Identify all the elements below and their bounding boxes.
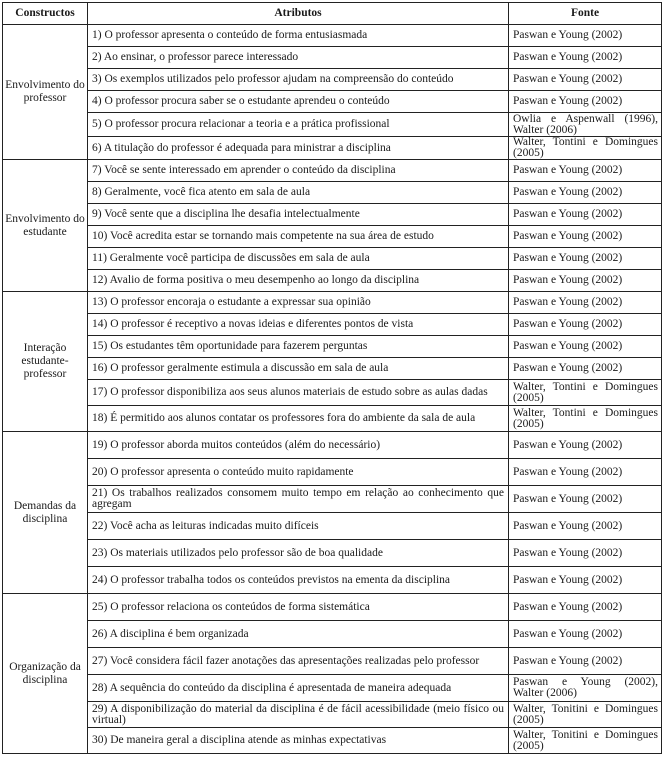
attribute-cell: 21) Os trabalhos realizados consomem muito tempo em relação ao conhecimento que agregam [88,486,509,513]
source-cell: Paswan e Young (2002) [509,358,662,380]
table-row [3,160,662,182]
source-cell: Paswan e Young (2002) [509,513,662,540]
attribute-cell: 17) O professor disponibiliza aos seus alunos materiais de estudo sobre as aulas dadas [88,380,509,406]
source-cell: Paswan e Young (2002) [509,567,662,594]
source-cell: Paswan e Young (2002) [509,459,662,486]
table-row [3,137,662,160]
source-cell: Paswan e Young (2002) [509,69,662,91]
construct-cell: Demandas da disciplina [3,432,88,594]
attribute-cell: 28) A sequência do conteúdo da disciplina é apresentada de maneira adequada [88,675,509,702]
table-row [3,513,662,540]
attribute-cell: 16) O professor geralmente estimula a discussão em sala de aula [88,358,509,380]
construct-cell: Organização da disciplina [3,594,88,754]
source-cell: Paswan e Young (2002) [509,648,662,675]
source-cell: Paswan e Young (2002) [509,336,662,358]
source-cell: Paswan e Young (2002) [509,248,662,270]
attribute-cell: 26) A disciplina é bem organizada [88,621,509,648]
source-cell: Walter, Tontini e Domingues (2005) [509,137,662,160]
source-cell: Paswan e Young (2002) [509,182,662,204]
attribute-cell: 2) Ao ensinar, o professor parece interessado [88,47,509,69]
attribute-cell: 4) O professor procura saber se o estudante aprendeu o conteúdo [88,91,509,113]
attribute-cell: 30) De maneira geral a disciplina atende as minhas expectativas [88,728,509,754]
header-atributos: Atributos [88,3,509,25]
table-row [3,204,662,226]
attribute-cell: 14) O professor é receptivo a novas ideias e diferentes pontos de vista [88,314,509,336]
attribute-cell: 15) Os estudantes têm oportunidade para fazerem perguntas [88,336,509,358]
source-cell: Paswan e Young (2002) [509,432,662,459]
table-row [3,182,662,204]
attribute-cell: 11) Geralmente você participa de discussões em sala de aula [88,248,509,270]
attribute-cell: 23) Os materiais utilizados pelo professor são de boa qualidade [88,540,509,567]
attribute-cell: 24) O professor trabalha todos os conteúdos previstos na ementa da disciplina [88,567,509,594]
attribute-cell: 8) Geralmente, você fica atento em sala de aula [88,182,509,204]
header-row [3,3,662,25]
attribute-cell: 7) Você se sente interessado em aprender o conteúdo da disciplina [88,160,509,182]
table-row [3,380,662,406]
table-row [3,91,662,113]
table-row [3,358,662,380]
attribute-cell: 25) O professor relaciona os conteúdos de forma sistemática [88,594,509,621]
source-cell: Owlia e Aspenwall (1996), Walter (2006) [509,113,662,137]
table-row [3,567,662,594]
table-row [3,432,662,459]
table-row [3,728,662,754]
source-cell: Paswan e Young (2002) [509,486,662,513]
table-row [3,270,662,292]
table-row [3,702,662,728]
source-cell: Paswan e Young (2002) [509,292,662,314]
attribute-cell: 19) O professor aborda muitos conteúdos (além do necessário) [88,432,509,459]
source-cell: Paswan e Young (2002) [509,540,662,567]
attribute-cell: 6) A titulação do professor é adequada para ministrar a disciplina [88,137,509,160]
source-cell: Walter, Tontini e Domingues (2005) [509,406,662,432]
table-row [3,594,662,621]
source-cell: Paswan e Young (2002) [509,270,662,292]
source-cell: Walter, Tontini e Domingues (2005) [509,380,662,406]
source-cell: Paswan e Young (2002) [509,204,662,226]
attribute-cell: 13) O professor encoraja o estudante a expressar sua opinião [88,292,509,314]
table-row [3,648,662,675]
table-row [3,540,662,567]
source-cell: Paswan e Young (2002) [509,160,662,182]
source-cell: Paswan e Young (2002) [509,314,662,336]
table-row [3,486,662,513]
attribute-cell: 3) Os exemplos utilizados pelo professor ajudam na compreensão do conteúdo [88,69,509,91]
source-cell: Paswan e Young (2002) [509,621,662,648]
table-row [3,406,662,432]
table-row [3,248,662,270]
table-row [3,292,662,314]
source-cell: Walter, Tonitini e Domingues (2005) [509,728,662,754]
table-row [3,69,662,91]
attribute-cell: 1) O professor apresenta o conteúdo de forma entusiasmada [88,25,509,47]
attribute-cell: 9) Você sente que a disciplina lhe desafia intelectualmente [88,204,509,226]
source-cell: Paswan e Young (2002), Walter (2006) [509,675,662,702]
constructs-table [2,2,662,754]
table-row [3,314,662,336]
source-cell: Paswan e Young (2002) [509,226,662,248]
source-cell: Paswan e Young (2002) [509,91,662,113]
table-row [3,459,662,486]
table-row [3,47,662,69]
attribute-cell: 22) Você acha as leituras indicadas muito difíceis [88,513,509,540]
attribute-cell: 27) Você considera fácil fazer anotações das apresentações realizadas pelo professor [88,648,509,675]
attribute-cell: 18) É permitido aos alunos contatar os professores fora do ambiente da sala de aula [88,406,509,432]
table-row [3,675,662,702]
header-constructos: Constructos [3,3,88,25]
attribute-cell: 5) O professor procura relacionar a teoria e a prática profissional [88,113,509,137]
header-fonte: Fonte [509,3,662,25]
table-row [3,336,662,358]
source-cell: Paswan e Young (2002) [509,25,662,47]
source-cell: Walter, Tonitini e Domingues (2005) [509,702,662,728]
table-row [3,25,662,47]
source-cell: Paswan e Young (2002) [509,594,662,621]
attribute-cell: 12) Avalio de forma positiva o meu desempenho ao longo da disciplina [88,270,509,292]
attribute-cell: 20) O professor apresenta o conteúdo muito rapidamente [88,459,509,486]
attribute-cell: 29) A disponibilização do material da disciplina é de fácil acessibilidade (meio físico ou virtual) [88,702,509,728]
table-row [3,226,662,248]
construct-cell: Envolvimento do professor [3,25,88,160]
table-row [3,621,662,648]
construct-cell: Envolvimento do estudante [3,160,88,292]
table-row [3,113,662,137]
source-cell: Paswan e Young (2002) [509,47,662,69]
construct-cell: Interação estudante-professor [3,292,88,432]
attribute-cell: 10) Você acredita estar se tornando mais competente na sua área de estudo [88,226,509,248]
